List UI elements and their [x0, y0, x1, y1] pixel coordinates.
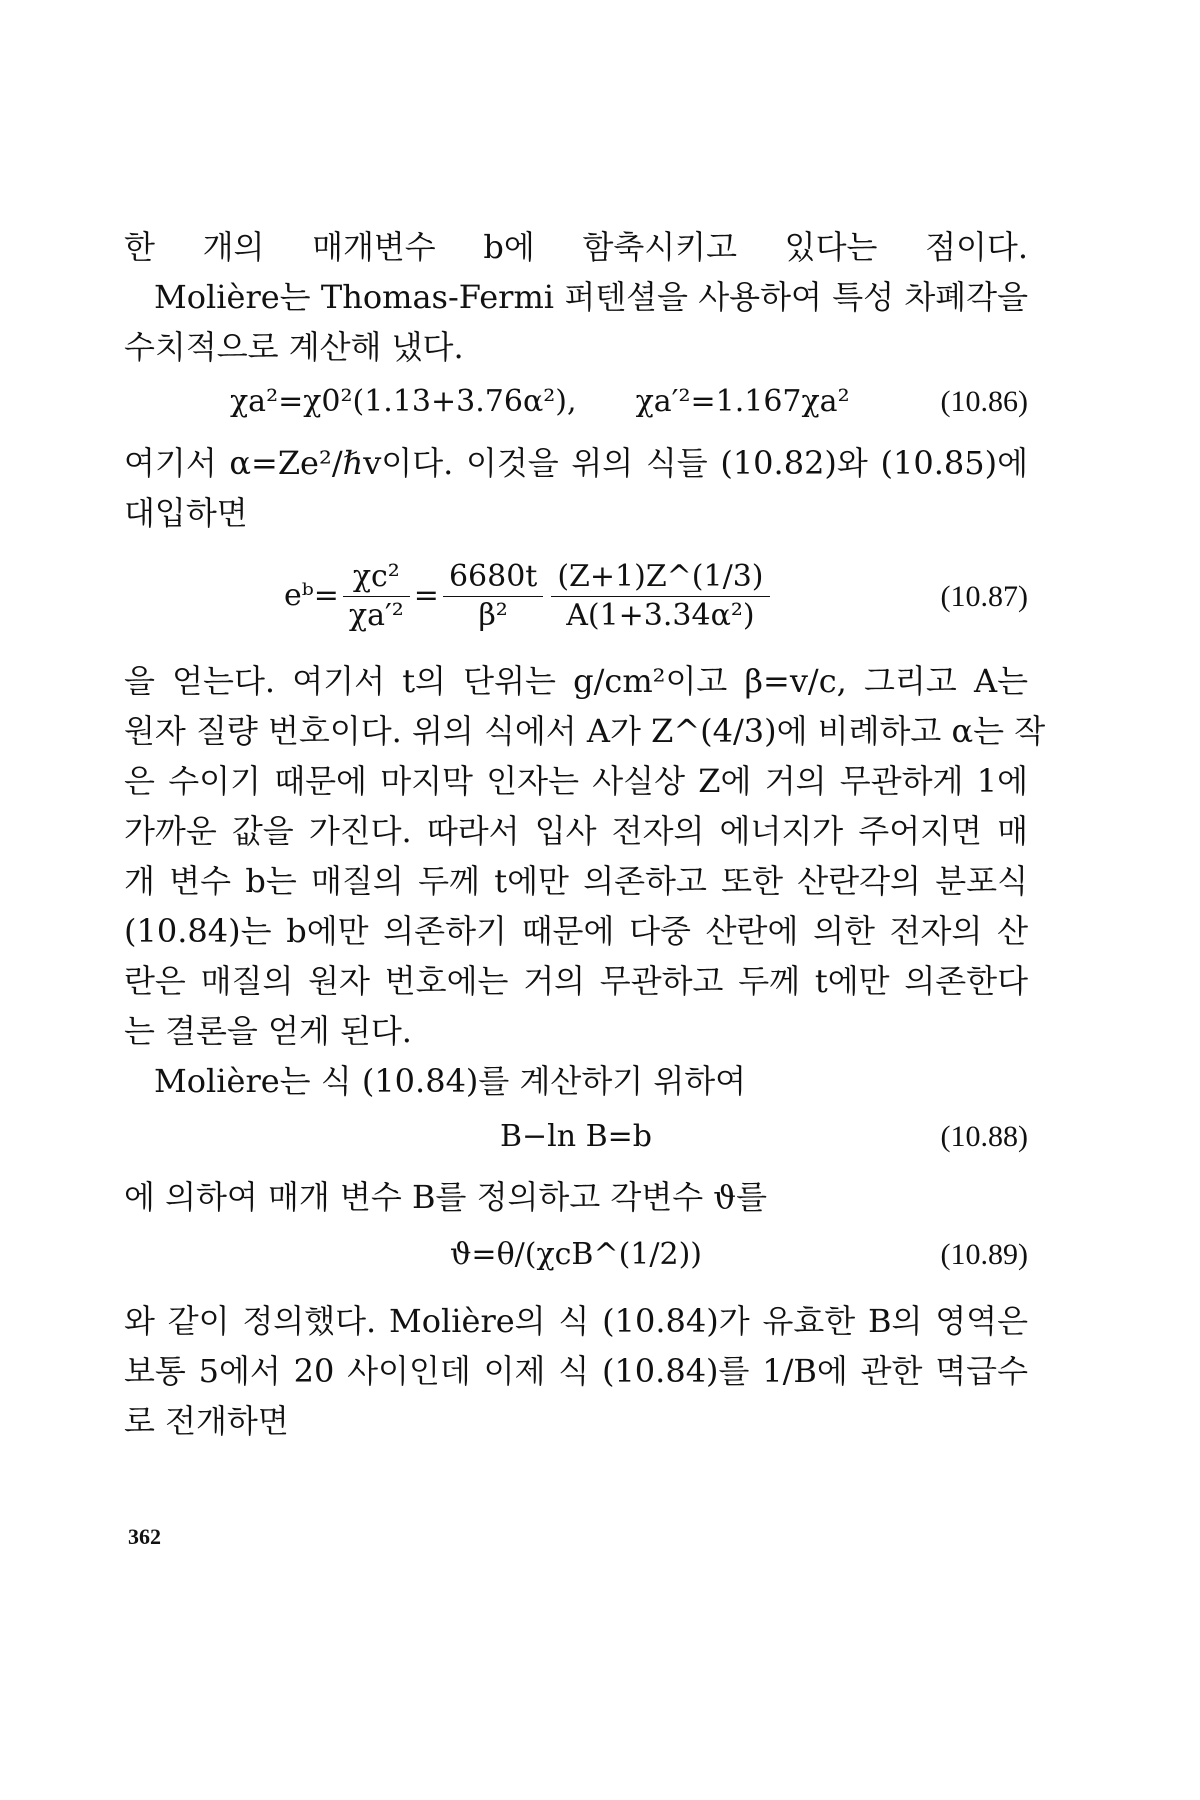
equation-number: (10.87)	[940, 580, 1028, 613]
text-line: 와 같이 정의했다. Molière의 식 (10.84)가 유효한 B의 영역은	[124, 1302, 1028, 1340]
text-line: 로 전개하면	[124, 1402, 289, 1440]
equation-expression: ϑ=θ/(χcB^(1/2))	[449, 1237, 702, 1272]
text-line: 대입하면	[124, 494, 248, 532]
text-line: 원자 질량 번호이다. 위의 식에서 A가 Z^(4/3)에 비례하고 α는 작	[124, 712, 1046, 750]
body-text	[124, 222, 1046, 1446]
text-line: 여기서 α=Ze²/ℏv이다. 이것을 위의 식들 (10.82)와 (10.85)에	[124, 444, 1028, 482]
page-number: 362	[128, 1524, 161, 1549]
text-line: 에 의하여 매개 변수 B를 정의하고 각변수 ϑ를	[124, 1178, 768, 1216]
equation-number: (10.86)	[940, 385, 1028, 418]
text-line: 는 결론을 얻게 된다.	[124, 1012, 412, 1050]
text-line: 가까운 값을 가진다. 따라서 입사 전자의 에너지가 주어지면 매	[124, 812, 1028, 850]
text-line: 은 수이기 때문에 마지막 인자는 사실상 Z에 거의 무관하게 1에	[124, 762, 1028, 800]
text-line: 개 변수 b는 매질의 두께 t에만 의존하고 또한 산란각의 분포식	[124, 862, 1028, 900]
equals-sign: =	[413, 578, 439, 613]
equation-expression: B−ln B=b	[499, 1119, 653, 1154]
equation-10-87	[124, 548, 1028, 644]
equation-left: χa²=χ0²(1.13+3.76α²),	[230, 384, 577, 419]
text-line: 한 개의 매개변수 b에 함축시키고 있다는 점이다.	[124, 228, 1028, 266]
text-line: 을 얻는다. 여기서 t의 단위는 g/cm²이고 β=v/c, 그리고 A는	[124, 662, 1028, 700]
text-line: (10.84)는 b에만 의존하기 때문에 다중 산란에 의한 전자의 산	[124, 912, 1028, 950]
fraction-atomic: $\frac{(Z+1)Z\^{}(1/3)}{\text{A(1+3.34α²)}}$	[551, 558, 769, 635]
text-line: Molière는 Thomas-Fermi 퍼텐셜을 사용하여 특성 차폐각을	[154, 278, 1028, 316]
equation-10-89	[124, 1222, 1028, 1288]
equation-10-86	[124, 372, 1028, 432]
equation-lhs: eᵇ=	[284, 578, 339, 613]
fraction-thickness: $\frac{6680t}{\text{β²}}$	[443, 558, 543, 635]
equation-10-88	[124, 1106, 1028, 1168]
equation-number: (10.88)	[940, 1120, 1028, 1153]
equation-number: (10.89)	[940, 1238, 1028, 1271]
text-line: 보통 5에서 20 사이인데 이제 식 (10.84)를 1/B에 관한 멱급수	[124, 1352, 1028, 1390]
text-line: 란은 매질의 원자 번호에는 거의 무관하고 두께 t에만 의존한다	[124, 962, 1028, 1000]
text-line: Molière는 식 (10.84)를 계산하기 위하여	[154, 1062, 747, 1100]
equation-right: χa′²=1.167χa²	[635, 384, 850, 419]
text-line: 수치적으로 계산해 냈다.	[124, 328, 464, 366]
fraction-chi: $\frac{\text{χc²}}{\text{χa′²}}$	[343, 558, 410, 635]
